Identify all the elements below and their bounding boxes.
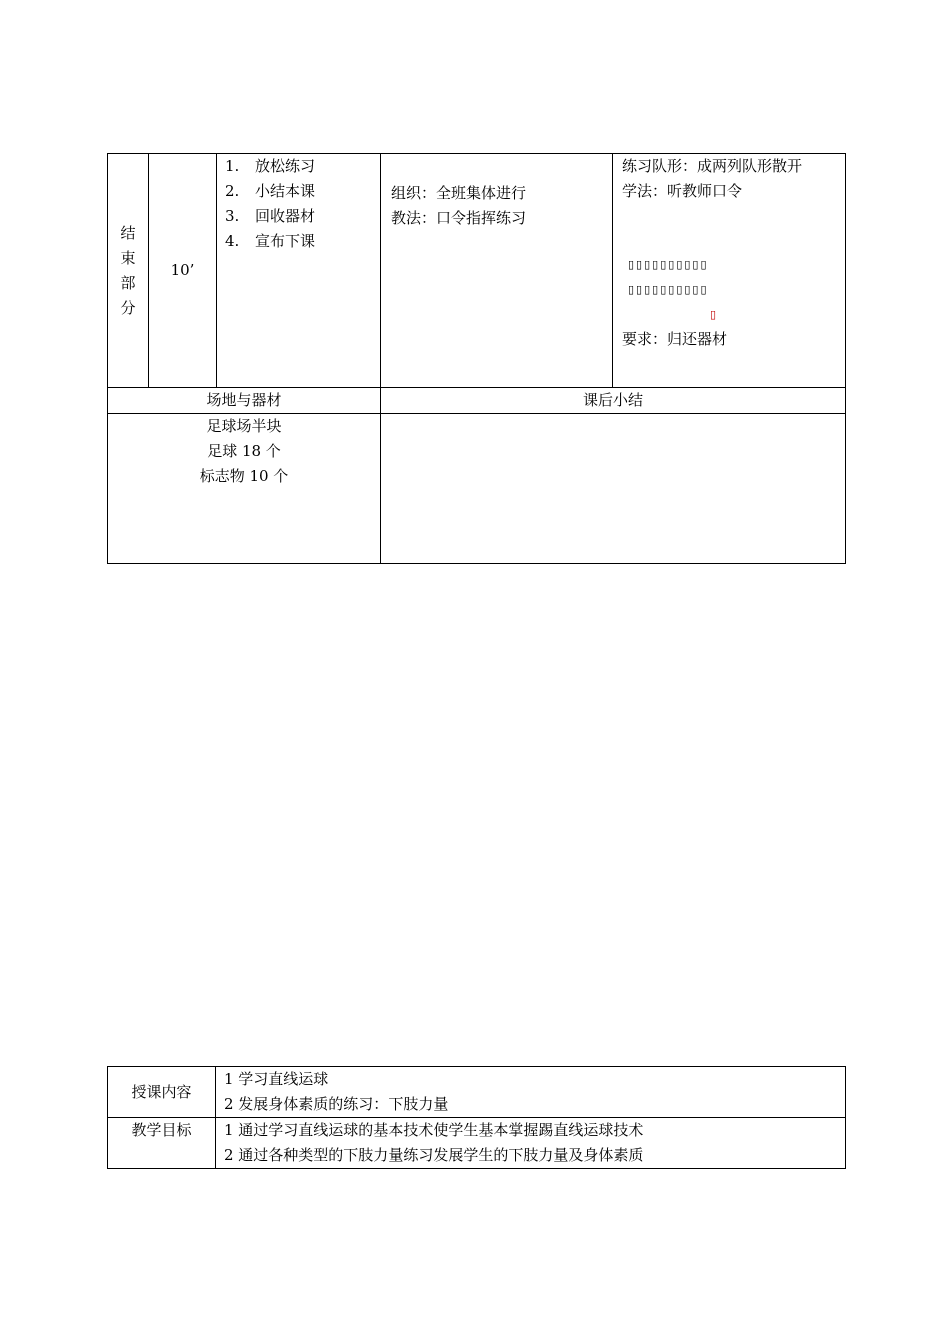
formation-row-1: ▯▯▯▯▯▯▯▯▯▯	[628, 258, 709, 271]
end-section-table	[107, 153, 846, 564]
section-label: 结 束 部 分	[108, 154, 149, 388]
list-item: 4. 宣布下课	[225, 232, 316, 250]
venue-item: 足球 18 个	[207, 442, 281, 460]
section-time: 10’	[149, 154, 217, 388]
lesson-info-table	[107, 1066, 846, 1169]
summary-header: 课后小结	[381, 388, 846, 414]
teacher-marker: ▯	[710, 308, 719, 321]
content-label: 授课内容	[108, 1067, 216, 1118]
teaching-method-text: 教法：口令指挥练习	[391, 209, 527, 227]
summary-cell	[381, 414, 846, 564]
formation-row-2: ▯▯▯▯▯▯▯▯▯▯	[628, 283, 709, 296]
section-items	[217, 154, 381, 388]
goal-cell: 1 通过学习直线运球的基本技术使学生基本掌握踢直线运球技术 2 通过各种类型的下肢力量练习发展学生的下肢力量及身体素质	[216, 1118, 846, 1169]
venue-item: 足球场半块	[206, 417, 282, 435]
content-cell: 1 学习直线运球 2 发展身体素质的练习：下肢力量	[216, 1067, 846, 1118]
formation-text: 练习队形：成两列队形散开	[622, 157, 803, 175]
list-item: 2. 小结本课	[225, 182, 316, 200]
venue-item: 标志物 10 个	[199, 467, 289, 485]
organization-cell	[381, 154, 613, 388]
list-item: 1. 放松练习	[225, 157, 316, 175]
organization-text: 组织：全班集体进行	[391, 184, 527, 202]
list-item: 3. 回收器材	[225, 207, 316, 225]
venue-cell	[108, 414, 381, 564]
goal-label: 教学目标	[108, 1118, 216, 1169]
formation-cell	[613, 154, 846, 388]
requirement-text: 要求：归还器材	[622, 330, 728, 348]
study-method-text: 学法：听教师口令	[622, 182, 743, 200]
venue-header: 场地与器材	[108, 388, 381, 414]
